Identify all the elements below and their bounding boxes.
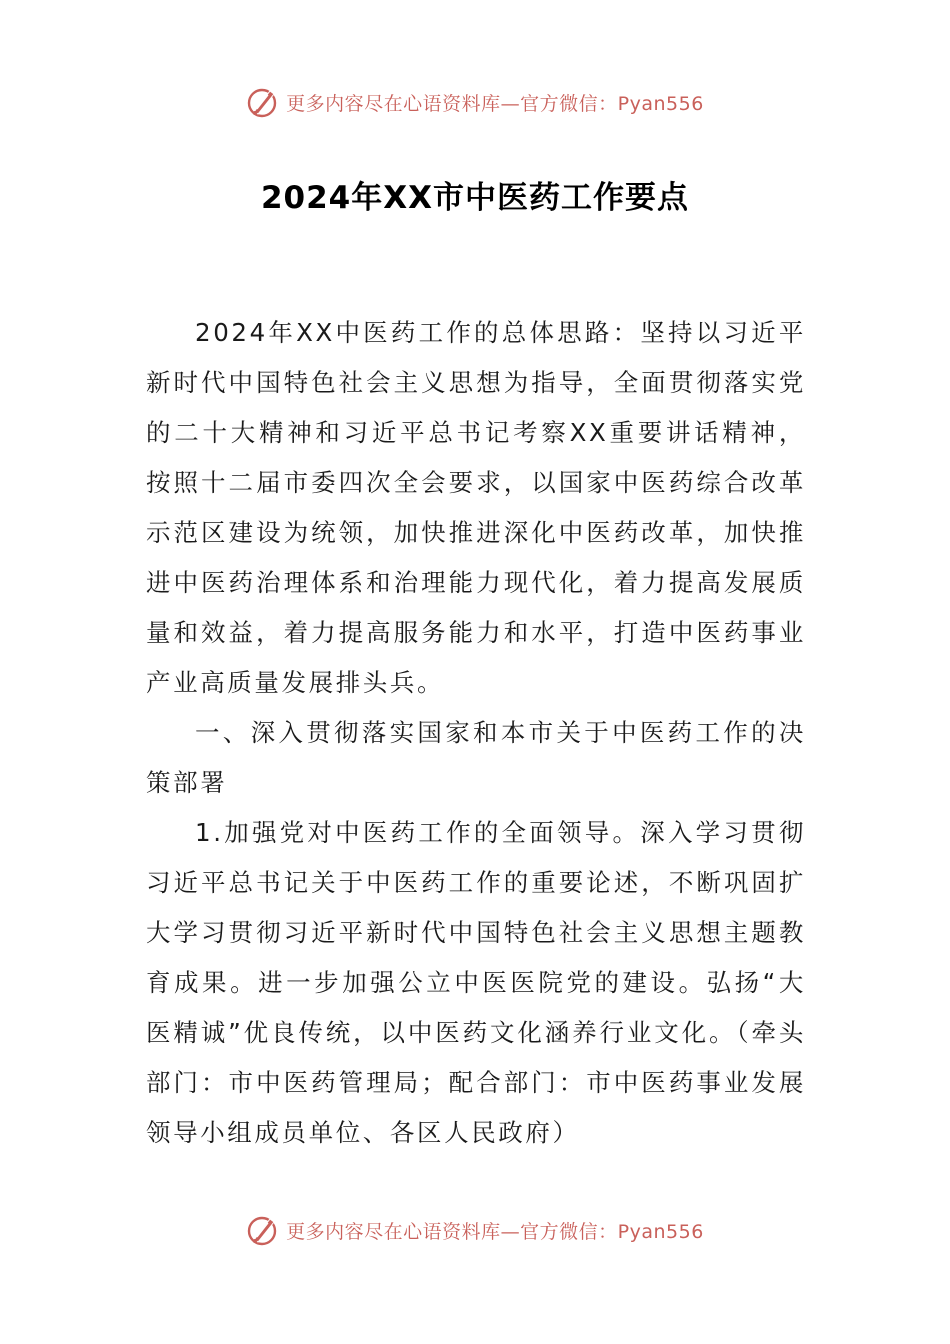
watermark-wechat-id: Pyan556 (617, 1220, 704, 1243)
document-title: 2024年XX市中医药工作要点 (260, 180, 690, 216)
watermark-text: 更多内容尽在心语资料库—官方微信：Pyan556 (286, 1220, 704, 1243)
watermark-text: 更多内容尽在心语资料库—官方微信：Pyan556 (286, 92, 704, 115)
watermark-footer (0, 1210, 950, 1250)
watermark-header (0, 82, 950, 122)
document-body (146, 308, 806, 1158)
watermark-wechat-id: Pyan556 (617, 92, 704, 115)
quill-pen-circle-icon (246, 1213, 280, 1247)
quill-pen-circle-icon (246, 85, 280, 119)
paragraph-overview: 2024年XX中医药工作的总体思路：坚持以习近平新时代中国特色社会主义思想为指导，全面贯彻落实党的二十大精神和习近平总书记考察XX重要讲话精神，按照十二届市委四次全会要求，以国家中医药综合改革示范区建设为统领，加快推进深化中医药改革，加快推进中医药治理体系和治理能力现代化，着力提高发展质量和效益，着力提高服务能力和水平，打造中医药事业产业高质量发展排头兵。 (146, 318, 806, 697)
section-heading-1: 一、深入贯彻落实国家和本市关于中医药工作的决策部署 (146, 718, 806, 797)
paragraph-item-1: 1.加强党对中医药工作的全面领导。深入学习贯彻习近平总书记关于中医药工作的重要论述，不断巩固扩大学习贯彻习近平新时代中国特色社会主义思想主题教育成果。进一步加强公立中医医院党的建设。弘扬“大医精诚”优良传统，以中医药文化涵养行业文化。（牵头部门：市中医药管理局；配合部门：市中医药事业发展领导小组成员单位、各区人民政府） (146, 818, 806, 1147)
